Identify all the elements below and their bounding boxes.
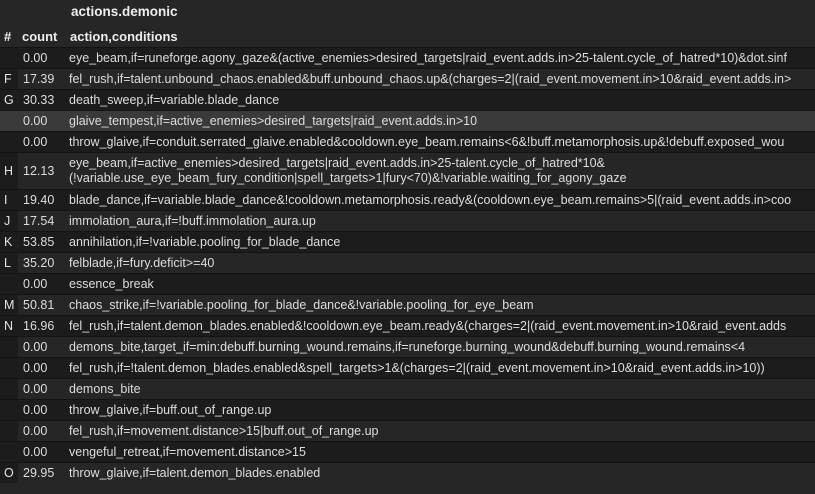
row-action-condition (66, 190, 815, 211)
row-id: I (0, 190, 18, 211)
row-count: 0.00 (18, 111, 66, 132)
table-row (0, 274, 815, 295)
action-text: demons_bite (69, 381, 141, 396)
table-row (0, 295, 815, 316)
action-text: throw_glaive,if=conduit.serrated_glaive.enabled&cooldown.eye_beam.remains<6&!buff.metamorphosis.up&!debuff.exposed_wou (69, 134, 785, 149)
table-row (0, 69, 815, 90)
row-id (0, 400, 18, 421)
row-action-condition (66, 421, 815, 442)
row-count: 0.00 (18, 379, 66, 400)
table-row (0, 358, 815, 379)
table-row (0, 48, 815, 69)
table-row (0, 90, 815, 111)
row-count: 35.20 (18, 253, 66, 274)
row-count: 50.81 (18, 295, 66, 316)
action-text: vengeful_retreat,if=movement.distance>15 (69, 444, 306, 459)
row-count: 0.00 (18, 48, 66, 69)
action-text: blade_dance,if=variable.blade_dance&!cooldown.metamorphosis.ready&(cooldown.eye_beam.remains>5|(raid_event.adds.in>coo (69, 192, 792, 207)
row-count: 30.33 (18, 90, 66, 111)
table-row (0, 190, 815, 211)
row-action-condition (66, 111, 815, 132)
row-count: 0.00 (18, 442, 66, 463)
row-count: 0.00 (18, 337, 66, 358)
action-text: throw_glaive,if=buff.out_of_range.up (69, 402, 272, 417)
row-action-condition (66, 153, 815, 190)
action-text: annihilation,if=!variable.pooling_for_blade_dance (69, 234, 341, 249)
row-id: G (0, 90, 18, 111)
row-action-condition (66, 90, 815, 111)
row-count: 0.00 (18, 274, 66, 295)
row-count: 17.54 (18, 211, 66, 232)
action-text: demons_bite,target_if=min:debuff.burning_wound.remains,if=runeforge.burning_wound&debuff.burning_wound.remains<4 (69, 339, 746, 354)
row-id: L (0, 253, 18, 274)
table-row (0, 232, 815, 253)
row-id: H (0, 153, 18, 190)
row-id (0, 379, 18, 400)
table-row (0, 211, 815, 232)
row-count: 29.95 (18, 463, 66, 484)
column-header-count: count (22, 28, 58, 44)
row-count: 0.00 (18, 421, 66, 442)
row-id (0, 358, 18, 379)
row-action-condition (66, 253, 815, 274)
action-text: fel_rush,if=!talent.demon_blades.enabled&spell_targets>1&(charges=2|(raid_event.movement.in>10&raid_event.adds.in>10)) (69, 360, 765, 375)
row-count: 53.85 (18, 232, 66, 253)
table-row (0, 132, 815, 153)
action-text-continued: (!variable.use_eye_beam_fury_condition|spell_targets>1|fury<70)&!variable.waiting_for_agony_gaze (69, 171, 627, 185)
row-id (0, 132, 18, 153)
action-text: glaive_tempest,if=active_enemies>desired_targets|raid_event.adds.in>10 (69, 113, 478, 128)
table-row (0, 421, 815, 442)
table-row (0, 442, 815, 463)
row-id (0, 48, 18, 69)
row-id: M (0, 295, 18, 316)
row-action-condition (66, 295, 815, 316)
column-header-id: # (4, 28, 12, 44)
table-row (0, 337, 815, 358)
table-row (0, 111, 815, 132)
row-id (0, 421, 18, 442)
action-text: eye_beam,if=active_enemies>desired_targets|raid_event.adds.in>25-talent.cycle_of_hatred*10& (69, 156, 605, 170)
row-id (0, 337, 18, 358)
row-action-condition (66, 232, 815, 253)
row-count: 0.00 (18, 132, 66, 153)
action-text: eye_beam,if=runeforge.agony_gaze&(active_enemies>desired_targets|raid_event.adds.in>25-talent.cycle_of_hatred*10)&dot.sinf (69, 50, 787, 65)
row-action-condition (66, 274, 815, 295)
row-id: N (0, 316, 18, 337)
action-text: fel_rush,if=talent.unbound_chaos.enabled&buff.unbound_chaos.up&(charges=2|(raid_event.movement.in>10&raid_event.adds.in> (69, 71, 792, 86)
row-id (0, 274, 18, 295)
row-id: J (0, 211, 18, 232)
table-row (0, 463, 815, 484)
row-action-condition (66, 358, 815, 379)
action-text: death_sweep,if=variable.blade_dance (69, 92, 280, 107)
action-text: felblade,if=fury.deficit>=40 (69, 255, 215, 270)
row-id (0, 111, 18, 132)
row-count: 0.00 (18, 400, 66, 421)
row-action-condition (66, 69, 815, 90)
row-id: O (0, 463, 18, 484)
row-id: F (0, 69, 18, 90)
table-row (0, 253, 815, 274)
row-action-condition (66, 132, 815, 153)
table-row (0, 316, 815, 337)
action-text: fel_rush,if=talent.demon_blades.enabled&!cooldown.eye_beam.ready&(charges=2|(raid_event.movement.in>10&raid_event.adds (69, 318, 787, 333)
row-action-condition (66, 48, 815, 69)
row-count: 16.96 (18, 316, 66, 337)
row-action-condition (66, 463, 815, 484)
row-id: K (0, 232, 18, 253)
row-action-condition (66, 316, 815, 337)
table-row (0, 153, 815, 190)
row-count: 0.00 (18, 358, 66, 379)
column-header-action: action,conditions (70, 28, 178, 44)
row-id (0, 442, 18, 463)
action-table (0, 25, 815, 483)
row-count: 12.13 (18, 153, 66, 190)
section-title: actions.demonic (71, 4, 178, 19)
action-text: fel_rush,if=movement.distance>15|buff.out_of_range.up (69, 423, 379, 438)
row-action-condition (66, 337, 815, 358)
table-header-row (0, 25, 815, 48)
row-count: 19.40 (18, 190, 66, 211)
action-text: chaos_strike,if=!variable.pooling_for_blade_dance&!variable.pooling_for_eye_beam (69, 297, 534, 312)
row-action-condition (66, 400, 815, 421)
row-count: 17.39 (18, 69, 66, 90)
action-text: immolation_aura,if=!buff.immolation_aura.up (69, 213, 316, 228)
table-row (0, 400, 815, 421)
action-text: essence_break (69, 276, 154, 291)
row-action-condition (66, 379, 815, 400)
table-row (0, 379, 815, 400)
action-text: throw_glaive,if=talent.demon_blades.enabled (69, 465, 321, 480)
row-action-condition (66, 442, 815, 463)
row-action-condition (66, 211, 815, 232)
